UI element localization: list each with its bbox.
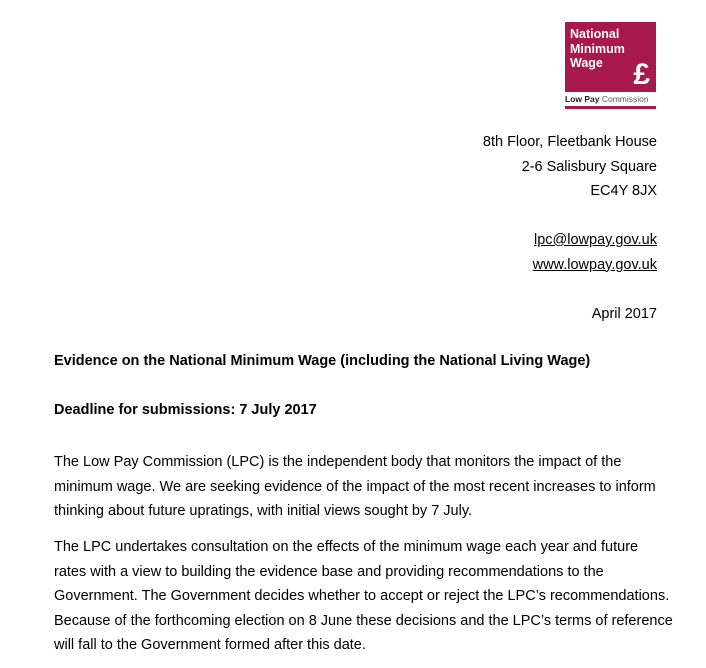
paragraph-1: The Low Pay Commission (LPC) is the independent body that monitors the impact of the minimum wage. We are seeking evidence of the impact of the most recent increases to inform thinking about future upratings, with initial views sought by 7 July. (54, 454, 656, 519)
logo-title (570, 27, 625, 71)
logo-sub-bold: Low Pay (565, 94, 600, 104)
website-link[interactable]: www.lowpay.gov.uk (532, 256, 657, 273)
deadline-heading: Deadline for submissions: 7 July 2017 (54, 402, 317, 418)
nmw-logo (565, 22, 656, 109)
logo-subtitle (565, 93, 656, 105)
address-line-3: EC4Y 8JX (590, 183, 657, 199)
logo-line-2: Minimum (570, 41, 625, 56)
email-link[interactable]: lpc@lowpay.gov.uk (534, 232, 657, 248)
document-title: Evidence on the National Minimum Wage (including the National Living Wage) (54, 353, 591, 369)
logo-line-1: National (570, 27, 620, 41)
address-block (483, 130, 657, 326)
pound-icon: £ (633, 58, 650, 91)
paragraph-2: The LPC undertakes consultation on the effects of the minimum wage each year and future rates with a view to building the evidence base and providing recommendations to the Government. The Government decides whether to accept or reject the LPC’s recommendations. Because of the forthcoming election on 8 June these decisions and the LPC’s terms of reference will fall to the Government formed after this date. (54, 539, 673, 653)
address-line-2: 2-6 Salisbury Square (521, 158, 657, 175)
logo-line-3: Wage (570, 56, 603, 70)
address-line-1: 8th Floor, Fleetbank House (482, 134, 657, 150)
logo-box (565, 22, 656, 92)
letter-date: April 2017 (591, 305, 657, 322)
logo-bar (565, 106, 656, 109)
logo-sub-rest: Commission (599, 94, 649, 104)
